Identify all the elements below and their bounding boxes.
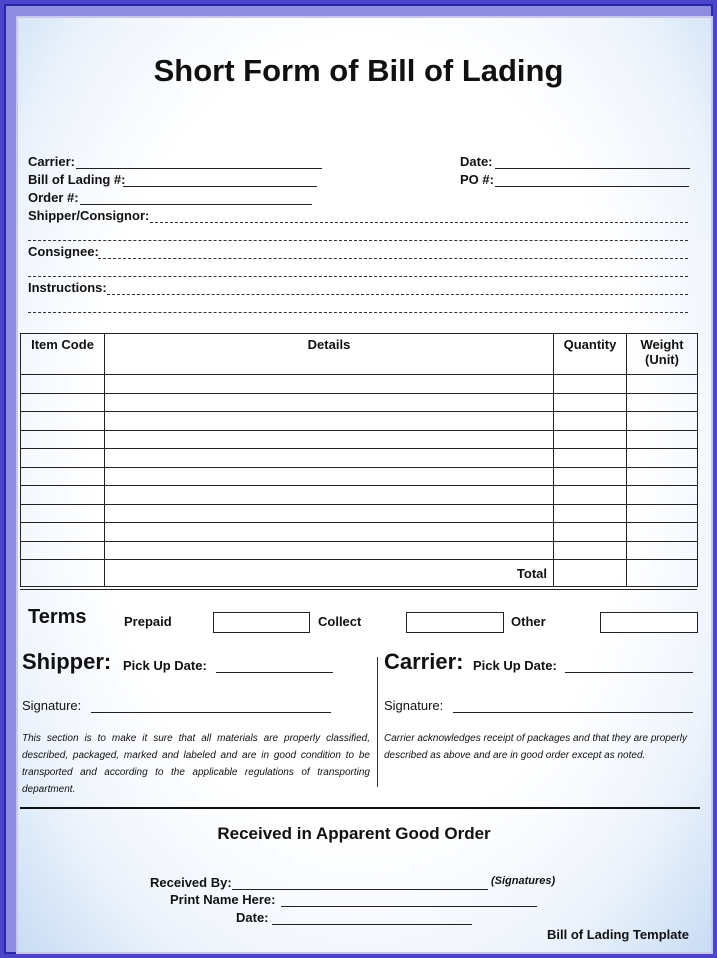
details-header: Details [105,334,554,375]
consignee-field[interactable] [98,245,688,259]
details-cell[interactable] [105,430,554,449]
carrier-label: Carrier: [28,154,75,169]
section-divider [377,657,378,787]
shipper-note: This section is to make it sure that all materials are properly classified, described, packaged, marked and labeled and are in good condition to be transported and according to the applicable regulations of transporting department. [22,733,370,795]
shipper-consignor-field-2[interactable] [28,227,688,241]
item-code-header: Item Code [21,334,105,375]
weight-cell[interactable] [627,449,698,468]
table-row [21,467,698,486]
table-row [21,541,698,560]
po-label: PO #: [460,172,494,187]
signatures-note: (Signatures) [491,875,556,887]
order-field[interactable] [80,191,312,205]
other-label: Other [511,614,546,629]
details-cell[interactable] [105,486,554,505]
carrier-signature-field[interactable] [453,699,693,713]
bill-of-lading-field[interactable] [123,173,317,187]
weight-cell[interactable] [627,393,698,412]
quantity-cell[interactable] [554,541,627,560]
item-code-cell[interactable] [21,449,105,468]
received-date-field[interactable] [272,911,472,925]
table-row [21,412,698,431]
quantity-cell[interactable] [554,412,627,431]
page-title: Short Form of Bill of Lading [153,53,564,88]
table-row [21,375,698,394]
shipper-signature-field[interactable] [91,699,331,713]
shipper-pickup-field[interactable] [216,659,333,673]
details-cell[interactable] [105,393,554,412]
shipper-pickup-label: Pick Up Date: [123,658,207,673]
details-cell[interactable] [105,523,554,542]
table-row [21,393,698,412]
quantity-cell[interactable] [554,393,627,412]
item-code-cell[interactable] [21,523,105,542]
item-code-cell[interactable] [21,467,105,486]
items-table [20,333,698,587]
shipper-heading: Shipper: [22,649,112,674]
table-row [21,504,698,523]
print-name-field[interactable] [281,893,537,907]
bill-of-lading-label: Bill of Lading #: [28,172,126,187]
received-date-label: Date: [236,910,269,925]
weight-cell[interactable] [627,467,698,486]
weight-cell[interactable] [627,486,698,505]
item-code-cell[interactable] [21,504,105,523]
weight-header: Weight (Unit) [627,334,698,375]
quantity-cell[interactable] [554,504,627,523]
details-cell[interactable] [105,504,554,523]
carrier-signature-label: Signature: [384,698,444,713]
quantity-cell[interactable] [554,430,627,449]
item-code-cell[interactable] [21,486,105,505]
received-by-field[interactable] [232,876,488,890]
table-row [21,449,698,468]
received-heading: Received in Apparent Good Order [217,824,491,843]
quantity-cell[interactable] [554,375,627,394]
details-cell[interactable] [105,541,554,560]
table-row [21,486,698,505]
carrier-field[interactable] [76,155,322,169]
quantity-cell[interactable] [554,523,627,542]
instructions-field[interactable] [107,281,688,295]
other-box[interactable] [600,612,698,633]
table-bottom-rule [20,589,697,590]
carrier-heading: Carrier: [384,649,464,674]
total-weight-cell[interactable] [627,560,698,587]
details-cell[interactable] [105,375,554,394]
weight-cell[interactable] [627,523,698,542]
collect-label: Collect [318,614,362,629]
details-cell[interactable] [105,449,554,468]
weight-cell[interactable] [627,375,698,394]
carrier-pickup-field[interactable] [565,659,693,673]
weight-cell[interactable] [627,412,698,431]
weight-cell[interactable] [627,541,698,560]
table-row [21,430,698,449]
instructions-field-2[interactable] [28,299,688,313]
shipper-signature-label: Signature: [22,698,82,713]
quantity-header: Quantity [554,334,627,375]
weight-cell[interactable] [627,430,698,449]
quantity-cell[interactable] [554,486,627,505]
instructions-label: Instructions: [28,280,107,295]
received-by-label: Received By: [150,875,232,890]
total-label: Total [105,560,554,587]
consignee-field-2[interactable] [28,263,688,277]
item-code-cell[interactable] [21,541,105,560]
collect-box[interactable] [406,612,504,633]
total-blank-cell [21,560,105,587]
item-code-cell[interactable] [21,412,105,431]
item-code-cell[interactable] [21,393,105,412]
weight-cell[interactable] [627,504,698,523]
details-cell[interactable] [105,412,554,431]
item-code-cell[interactable] [21,430,105,449]
date-field[interactable] [495,155,690,169]
order-label: Order #: [28,190,79,205]
quantity-cell[interactable] [554,449,627,468]
consignee-label: Consignee: [28,244,99,259]
total-row [21,560,698,587]
table-header-row [21,334,698,375]
po-field[interactable] [495,173,689,187]
date-label: Date: [460,154,493,169]
table-row [21,523,698,542]
shipper-consignor-label: Shipper/Consignor: [28,208,150,223]
quantity-cell[interactable] [554,467,627,486]
total-quantity-cell[interactable] [554,560,627,587]
footer-label: Bill of Lading Template [547,927,690,942]
prepaid-label: Prepaid [124,614,172,629]
details-cell[interactable] [105,467,554,486]
shipper-consignor-field[interactable] [150,209,688,223]
section-rule [20,807,700,809]
prepaid-box[interactable] [213,612,310,633]
print-name-label: Print Name Here: [170,892,276,907]
carrier-note: Carrier acknowledges receipt of packages and that they are properly described as above and are in good order except as noted. [384,733,687,761]
carrier-pickup-label: Pick Up Date: [473,658,557,673]
terms-label: Terms [28,606,87,628]
item-code-cell[interactable] [21,375,105,394]
